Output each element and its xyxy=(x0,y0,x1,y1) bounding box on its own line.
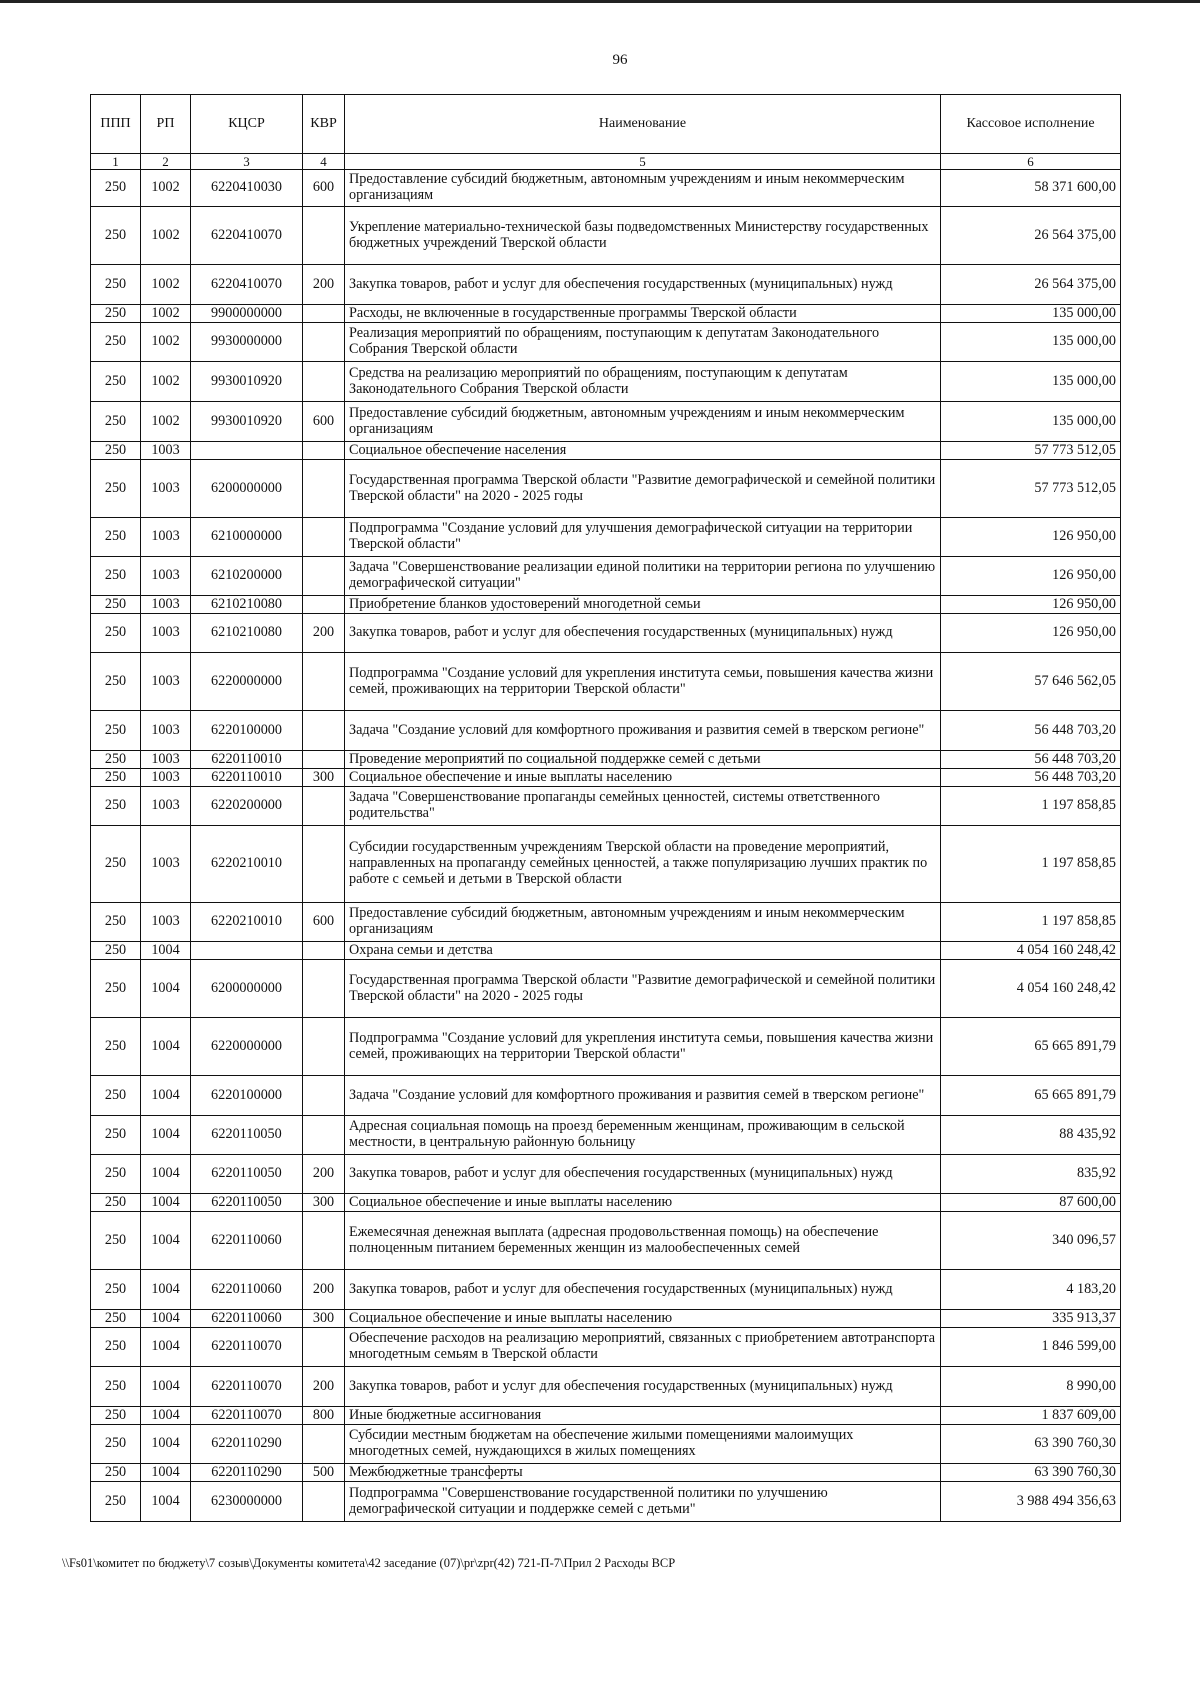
cell-rp: 1003 xyxy=(141,442,191,460)
cell-name: Субсидии государственным учреждениям Тверской области на проведение мероприятий, направленных на пропаганду семейных ценностей, а также популяризацию лучших практик по работе с семьей и детьми в Тверской области xyxy=(345,826,941,903)
table-row xyxy=(91,1155,1121,1194)
cell-rp: 1003 xyxy=(141,518,191,557)
cell-name: Подпрограмма "Создание условий для улучшения демографической ситуации на территории Тверской области" xyxy=(345,518,941,557)
cell-amount: 4 183,20 xyxy=(941,1270,1121,1310)
cell-ppp: 250 xyxy=(91,826,141,903)
cell-name: Закупка товаров, работ и услуг для обеспечения государственных (муниципальных) нужд xyxy=(345,614,941,653)
cell-kvr: 200 xyxy=(303,1270,345,1310)
cell-name: Государственная программа Тверской области "Развитие демографической и семейной политики Тверской области" на 2020 - 2025 годы xyxy=(345,960,941,1018)
cell-ppp: 250 xyxy=(91,1270,141,1310)
cell-amount: 57 646 562,05 xyxy=(941,653,1121,711)
cell-kcsr: 6220110050 xyxy=(191,1155,303,1194)
header-rp: РП xyxy=(141,95,191,154)
cell-kcsr: 6220000000 xyxy=(191,1018,303,1076)
cell-ppp: 250 xyxy=(91,1194,141,1212)
cell-kvr: 300 xyxy=(303,1194,345,1212)
cell-kcsr: 6220110290 xyxy=(191,1425,303,1464)
cell-amount: 135 000,00 xyxy=(941,323,1121,362)
cell-amount: 57 773 512,05 xyxy=(941,460,1121,518)
cell-ppp: 250 xyxy=(91,460,141,518)
cell-rp: 1004 xyxy=(141,1425,191,1464)
cell-ppp: 250 xyxy=(91,442,141,460)
cell-amount: 126 950,00 xyxy=(941,518,1121,557)
cell-kcsr: 6220110050 xyxy=(191,1194,303,1212)
cell-amount: 8 990,00 xyxy=(941,1367,1121,1407)
cell-rp: 1004 xyxy=(141,1076,191,1116)
cell-ppp: 250 xyxy=(91,942,141,960)
table-row xyxy=(91,1464,1121,1482)
table-row xyxy=(91,614,1121,653)
table-row xyxy=(91,826,1121,903)
cell-ppp: 250 xyxy=(91,960,141,1018)
cell-rp: 1003 xyxy=(141,751,191,769)
cell-name: Ежемесячная денежная выплата (адресная продовольственная помощь) на обеспечение полноценным питанием беременных женщин из малообеспеченных семей xyxy=(345,1212,941,1270)
cell-name: Социальное обеспечение и иные выплаты населению xyxy=(345,1310,941,1328)
cell-kvr xyxy=(303,1482,345,1522)
cell-kcsr xyxy=(191,442,303,460)
cell-kcsr: 6210200000 xyxy=(191,557,303,596)
cell-kvr xyxy=(303,1328,345,1367)
cell-name: Предоставление субсидий бюджетным, автономным учреждениям и иным некоммерческим организациям xyxy=(345,903,941,942)
table-row xyxy=(91,960,1121,1018)
cell-kvr xyxy=(303,1425,345,1464)
cell-kcsr: 6220110070 xyxy=(191,1367,303,1407)
cell-rp: 1004 xyxy=(141,1482,191,1522)
cell-name: Приобретение бланков удостоверений многодетной семьи xyxy=(345,596,941,614)
cell-kcsr: 6220200000 xyxy=(191,787,303,826)
cell-kcsr: 6210000000 xyxy=(191,518,303,557)
cell-ppp: 250 xyxy=(91,207,141,265)
cell-ppp: 250 xyxy=(91,1076,141,1116)
cell-name: Межбюджетные трансферты xyxy=(345,1464,941,1482)
cell-kvr xyxy=(303,305,345,323)
cell-kvr: 600 xyxy=(303,402,345,442)
cell-kvr: 200 xyxy=(303,1367,345,1407)
cell-kvr: 200 xyxy=(303,1155,345,1194)
table-row xyxy=(91,265,1121,305)
cell-ppp: 250 xyxy=(91,1116,141,1155)
table-row xyxy=(91,1328,1121,1367)
cell-amount: 3 988 494 356,63 xyxy=(941,1482,1121,1522)
cell-name: Закупка товаров, работ и услуг для обеспечения государственных (муниципальных) нужд xyxy=(345,1155,941,1194)
cell-name: Социальное обеспечение и иные выплаты населению xyxy=(345,769,941,787)
cell-amount: 4 054 160 248,42 xyxy=(941,960,1121,1018)
table-row xyxy=(91,1425,1121,1464)
cell-rp: 1002 xyxy=(141,207,191,265)
column-number-row xyxy=(91,154,1121,170)
cell-kcsr: 6220110050 xyxy=(191,1116,303,1155)
cell-rp: 1004 xyxy=(141,942,191,960)
table-row xyxy=(91,442,1121,460)
cell-ppp: 250 xyxy=(91,787,141,826)
cell-amount: 57 773 512,05 xyxy=(941,442,1121,460)
cell-kvr: 800 xyxy=(303,1407,345,1425)
cell-name: Субсидии местным бюджетам на обеспечение жилыми помещениями малоимущих многодетных семей, нуждающихся в жилых помещениях xyxy=(345,1425,941,1464)
footer-file-path: \\Fs01\комитет по бюджету\7 созыв\Документы комитета\42 заседание (07)\pr\zpr(42) 721-П-7\Прил 2 Расходы ВСР xyxy=(62,1556,676,1570)
cell-name: Закупка товаров, работ и услуг для обеспечения государственных (муниципальных) нужд xyxy=(345,265,941,305)
cell-name: Предоставление субсидий бюджетным, автономным учреждениям и иным некоммерческим организациям xyxy=(345,402,941,442)
cell-kvr xyxy=(303,751,345,769)
cell-kvr: 600 xyxy=(303,170,345,207)
cell-name: Охрана семьи и детства xyxy=(345,942,941,960)
cell-amount: 1 846 599,00 xyxy=(941,1328,1121,1367)
header-name: Наименование xyxy=(345,95,941,154)
cell-rp: 1004 xyxy=(141,1310,191,1328)
cell-kcsr: 6220410030 xyxy=(191,170,303,207)
cell-ppp: 250 xyxy=(91,1018,141,1076)
table-row xyxy=(91,751,1121,769)
cell-rp: 1004 xyxy=(141,1155,191,1194)
cell-kvr xyxy=(303,596,345,614)
cell-amount: 4 054 160 248,42 xyxy=(941,942,1121,960)
cell-kvr xyxy=(303,460,345,518)
cell-name: Иные бюджетные ассигнования xyxy=(345,1407,941,1425)
table-row xyxy=(91,942,1121,960)
cell-rp: 1004 xyxy=(141,1018,191,1076)
cell-name: Задача "Совершенствование реализации единой политики на территории региона по улучшению демографической ситуации" xyxy=(345,557,941,596)
column-number: 3 xyxy=(191,154,303,170)
cell-ppp: 250 xyxy=(91,265,141,305)
cell-rp: 1003 xyxy=(141,711,191,751)
cell-kvr xyxy=(303,1076,345,1116)
cell-name: Социальное обеспечение населения xyxy=(345,442,941,460)
cell-kvr: 200 xyxy=(303,614,345,653)
cell-kvr xyxy=(303,1116,345,1155)
table-row xyxy=(91,653,1121,711)
cell-ppp: 250 xyxy=(91,1482,141,1522)
cell-name: Подпрограмма "Совершенствование государственной политики по улучшению демографической ситуации и поддержке семей с детьми" xyxy=(345,1482,941,1522)
cell-kcsr: 6220100000 xyxy=(191,711,303,751)
table-row xyxy=(91,1367,1121,1407)
cell-ppp: 250 xyxy=(91,711,141,751)
cell-amount: 1 197 858,85 xyxy=(941,787,1121,826)
cell-kcsr: 6220110060 xyxy=(191,1270,303,1310)
cell-kcsr: 9930010920 xyxy=(191,362,303,402)
cell-kvr xyxy=(303,653,345,711)
cell-kcsr: 6200000000 xyxy=(191,460,303,518)
cell-amount: 126 950,00 xyxy=(941,596,1121,614)
table-row xyxy=(91,1407,1121,1425)
cell-ppp: 250 xyxy=(91,751,141,769)
cell-kcsr: 6210210080 xyxy=(191,596,303,614)
cell-amount: 65 665 891,79 xyxy=(941,1018,1121,1076)
column-number: 6 xyxy=(941,154,1121,170)
table-body xyxy=(91,170,1121,1522)
cell-kvr: 600 xyxy=(303,903,345,942)
page-number: 96 xyxy=(612,52,628,68)
cell-rp: 1003 xyxy=(141,557,191,596)
cell-rp: 1004 xyxy=(141,960,191,1018)
cell-amount: 56 448 703,20 xyxy=(941,769,1121,787)
cell-kcsr: 9930000000 xyxy=(191,323,303,362)
cell-kcsr: 6220210010 xyxy=(191,826,303,903)
cell-rp: 1004 xyxy=(141,1270,191,1310)
cell-kvr xyxy=(303,442,345,460)
cell-rp: 1004 xyxy=(141,1194,191,1212)
cell-name: Подпрограмма "Создание условий для укрепления института семьи, повышения качества жизни семей, проживающих на территории Тверской области" xyxy=(345,1018,941,1076)
cell-kcsr: 6210210080 xyxy=(191,614,303,653)
cell-name: Государственная программа Тверской области "Развитие демографической и семейной политики Тверской области" на 2020 - 2025 годы xyxy=(345,460,941,518)
cell-ppp: 250 xyxy=(91,305,141,323)
table-row xyxy=(91,769,1121,787)
cell-kvr xyxy=(303,1212,345,1270)
cell-rp: 1003 xyxy=(141,653,191,711)
cell-name: Адресная социальная помощь на проезд беременным женщинам, проживающим в сельской местности, в центральную районную больницу xyxy=(345,1116,941,1155)
cell-kcsr: 6220100000 xyxy=(191,1076,303,1116)
cell-name: Социальное обеспечение и иные выплаты населению xyxy=(345,1194,941,1212)
table-row xyxy=(91,1194,1121,1212)
cell-name: Подпрограмма "Создание условий для укрепления института семьи, повышения качества жизни семей, проживающих на территории Тверской области" xyxy=(345,653,941,711)
cell-kvr xyxy=(303,960,345,1018)
column-number: 5 xyxy=(345,154,941,170)
cell-name: Предоставление субсидий бюджетным, автономным учреждениям и иным некоммерческим организациям xyxy=(345,170,941,207)
table-row xyxy=(91,460,1121,518)
cell-kvr xyxy=(303,1018,345,1076)
table-row xyxy=(91,323,1121,362)
cell-amount: 1 837 609,00 xyxy=(941,1407,1121,1425)
header-execution: Кассовое исполнение xyxy=(941,95,1121,154)
top-border-line xyxy=(0,0,1200,3)
cell-name: Закупка товаров, работ и услуг для обеспечения государственных (муниципальных) нужд xyxy=(345,1270,941,1310)
cell-rp: 1004 xyxy=(141,1464,191,1482)
cell-rp: 1004 xyxy=(141,1367,191,1407)
cell-rp: 1002 xyxy=(141,170,191,207)
cell-amount: 135 000,00 xyxy=(941,305,1121,323)
cell-amount: 56 448 703,20 xyxy=(941,751,1121,769)
cell-rp: 1003 xyxy=(141,614,191,653)
column-number: 4 xyxy=(303,154,345,170)
table-row xyxy=(91,402,1121,442)
table-row xyxy=(91,1270,1121,1310)
cell-ppp: 250 xyxy=(91,323,141,362)
cell-ppp: 250 xyxy=(91,518,141,557)
cell-kvr xyxy=(303,323,345,362)
cell-amount: 58 371 600,00 xyxy=(941,170,1121,207)
cell-amount: 1 197 858,85 xyxy=(941,903,1121,942)
table-row xyxy=(91,1116,1121,1155)
cell-amount: 26 564 375,00 xyxy=(941,207,1121,265)
cell-amount: 56 448 703,20 xyxy=(941,711,1121,751)
cell-kvr: 500 xyxy=(303,1464,345,1482)
cell-rp: 1003 xyxy=(141,596,191,614)
cell-kcsr: 6230000000 xyxy=(191,1482,303,1522)
cell-kcsr: 6220110070 xyxy=(191,1407,303,1425)
table-row xyxy=(91,787,1121,826)
cell-name: Обеспечение расходов на реализацию мероприятий, связанных с приобретением автотранспорта многодетным семьям в Тверской области xyxy=(345,1328,941,1367)
cell-kcsr: 6220000000 xyxy=(191,653,303,711)
cell-ppp: 250 xyxy=(91,596,141,614)
cell-rp: 1002 xyxy=(141,323,191,362)
cell-name: Проведение мероприятий по социальной поддержке семей с детьми xyxy=(345,751,941,769)
cell-kvr xyxy=(303,518,345,557)
cell-amount: 340 096,57 xyxy=(941,1212,1121,1270)
cell-amount: 88 435,92 xyxy=(941,1116,1121,1155)
cell-kvr xyxy=(303,362,345,402)
cell-ppp: 250 xyxy=(91,1367,141,1407)
cell-rp: 1003 xyxy=(141,787,191,826)
cell-amount: 126 950,00 xyxy=(941,557,1121,596)
cell-kcsr: 9930010920 xyxy=(191,402,303,442)
header-kvr: КВР xyxy=(303,95,345,154)
table-row xyxy=(91,362,1121,402)
cell-amount: 87 600,00 xyxy=(941,1194,1121,1212)
cell-ppp: 250 xyxy=(91,170,141,207)
cell-ppp: 250 xyxy=(91,402,141,442)
cell-name: Средства на реализацию мероприятий по обращениям, поступающим к депутатам Законодательного Собрания Тверской области xyxy=(345,362,941,402)
cell-ppp: 250 xyxy=(91,1407,141,1425)
cell-kcsr: 6220410070 xyxy=(191,207,303,265)
cell-name: Задача "Создание условий для комфортного проживания и развития семей в тверском регионе" xyxy=(345,1076,941,1116)
cell-name: Задача "Совершенствование пропаганды семейных ценностей, системы ответственного родительства" xyxy=(345,787,941,826)
table-row xyxy=(91,596,1121,614)
cell-kvr xyxy=(303,826,345,903)
cell-name: Укрепление материально-технической базы подведомственных Министерству государственных бюджетных учреждений Тверской области xyxy=(345,207,941,265)
cell-rp: 1002 xyxy=(141,265,191,305)
cell-kvr: 300 xyxy=(303,1310,345,1328)
cell-ppp: 250 xyxy=(91,362,141,402)
cell-ppp: 250 xyxy=(91,1155,141,1194)
cell-ppp: 250 xyxy=(91,1328,141,1367)
table-row xyxy=(91,1018,1121,1076)
cell-name: Задача "Создание условий для комфортного проживания и развития семей в тверском регионе" xyxy=(345,711,941,751)
cell-rp: 1003 xyxy=(141,769,191,787)
cell-amount: 63 390 760,30 xyxy=(941,1425,1121,1464)
cell-kcsr: 6220110060 xyxy=(191,1310,303,1328)
cell-kcsr: 6220110060 xyxy=(191,1212,303,1270)
cell-amount: 1 197 858,85 xyxy=(941,826,1121,903)
table-row xyxy=(91,1310,1121,1328)
cell-kcsr: 6220210010 xyxy=(191,903,303,942)
cell-rp: 1003 xyxy=(141,903,191,942)
cell-amount: 126 950,00 xyxy=(941,614,1121,653)
cell-ppp: 250 xyxy=(91,1425,141,1464)
cell-kvr xyxy=(303,207,345,265)
cell-rp: 1004 xyxy=(141,1212,191,1270)
cell-rp: 1002 xyxy=(141,305,191,323)
table-row xyxy=(91,711,1121,751)
cell-amount: 135 000,00 xyxy=(941,402,1121,442)
cell-ppp: 250 xyxy=(91,903,141,942)
cell-rp: 1004 xyxy=(141,1328,191,1367)
cell-name: Расходы, не включенные в государственные программы Тверской области xyxy=(345,305,941,323)
column-number: 1 xyxy=(91,154,141,170)
cell-kcsr: 6220110010 xyxy=(191,769,303,787)
cell-amount: 135 000,00 xyxy=(941,362,1121,402)
cell-amount: 26 564 375,00 xyxy=(941,265,1121,305)
cell-ppp: 250 xyxy=(91,1212,141,1270)
header-kcsr: КЦСР xyxy=(191,95,303,154)
cell-kcsr: 6220410070 xyxy=(191,265,303,305)
cell-ppp: 250 xyxy=(91,653,141,711)
cell-kcsr: 6220110070 xyxy=(191,1328,303,1367)
table-row xyxy=(91,207,1121,265)
cell-rp: 1003 xyxy=(141,826,191,903)
table-row xyxy=(91,305,1121,323)
cell-kcsr: 6220110290 xyxy=(191,1464,303,1482)
cell-ppp: 250 xyxy=(91,1464,141,1482)
cell-ppp: 250 xyxy=(91,769,141,787)
cell-kvr xyxy=(303,787,345,826)
cell-rp: 1002 xyxy=(141,402,191,442)
table-row xyxy=(91,903,1121,942)
table-row xyxy=(91,518,1121,557)
cell-kcsr: 6220110010 xyxy=(191,751,303,769)
cell-rp: 1004 xyxy=(141,1407,191,1425)
cell-rp: 1002 xyxy=(141,362,191,402)
cell-kvr xyxy=(303,942,345,960)
table-row xyxy=(91,1212,1121,1270)
budget-table xyxy=(90,94,1121,1522)
header-ppp: ППП xyxy=(91,95,141,154)
cell-kvr: 200 xyxy=(303,265,345,305)
table-row xyxy=(91,1482,1121,1522)
cell-name: Реализация мероприятий по обращениям, поступающим к депутатам Законодательного Собрания Тверской области xyxy=(345,323,941,362)
cell-ppp: 250 xyxy=(91,614,141,653)
cell-ppp: 250 xyxy=(91,1310,141,1328)
table-row xyxy=(91,170,1121,207)
cell-kvr xyxy=(303,711,345,751)
table-row xyxy=(91,557,1121,596)
cell-rp: 1003 xyxy=(141,460,191,518)
cell-rp: 1004 xyxy=(141,1116,191,1155)
cell-amount: 63 390 760,30 xyxy=(941,1464,1121,1482)
cell-name: Закупка товаров, работ и услуг для обеспечения государственных (муниципальных) нужд xyxy=(345,1367,941,1407)
cell-kcsr: 6200000000 xyxy=(191,960,303,1018)
cell-kvr xyxy=(303,557,345,596)
cell-kvr: 300 xyxy=(303,769,345,787)
table-row xyxy=(91,1076,1121,1116)
header-row xyxy=(91,95,1121,154)
cell-ppp: 250 xyxy=(91,557,141,596)
cell-kcsr: 9900000000 xyxy=(191,305,303,323)
cell-amount: 335 913,37 xyxy=(941,1310,1121,1328)
cell-kcsr xyxy=(191,942,303,960)
cell-amount: 835,92 xyxy=(941,1155,1121,1194)
column-number: 2 xyxy=(141,154,191,170)
cell-amount: 65 665 891,79 xyxy=(941,1076,1121,1116)
